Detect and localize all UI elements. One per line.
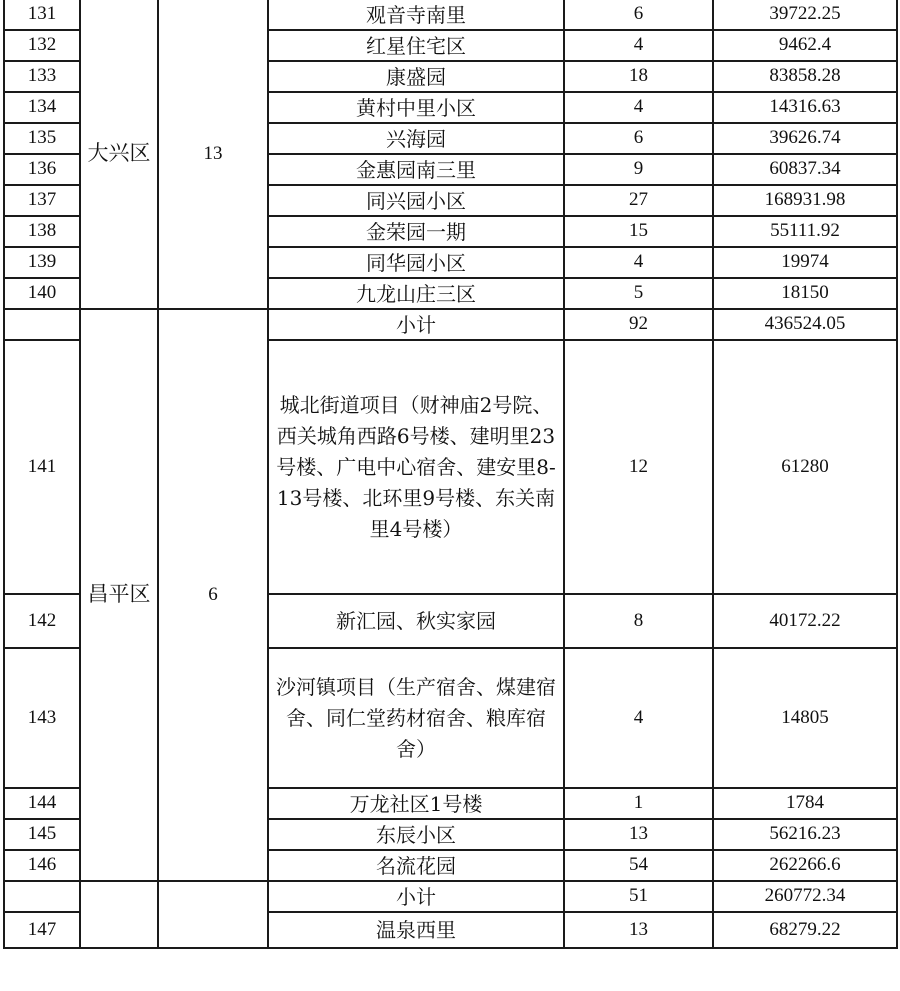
project-name: 新汇园、秋实家园 bbox=[268, 594, 564, 648]
subtotal-area: 260772.34 bbox=[713, 881, 897, 912]
row-index: 144 bbox=[4, 788, 80, 819]
row-index: 131 bbox=[4, 0, 80, 30]
row-index: 145 bbox=[4, 819, 80, 850]
floor-area: 9462.4 bbox=[713, 30, 897, 61]
row-index: 141 bbox=[4, 340, 80, 594]
building-count: 5 bbox=[564, 278, 713, 309]
floor-area: 83858.28 bbox=[713, 61, 897, 92]
project-name: 名流花园 bbox=[268, 850, 564, 881]
district-name-daxing: 大兴区 bbox=[80, 0, 158, 309]
building-count: 13 bbox=[564, 819, 713, 850]
floor-area: 55111.92 bbox=[713, 216, 897, 247]
project-name: 同兴园小区 bbox=[268, 185, 564, 216]
building-count: 1 bbox=[564, 788, 713, 819]
project-name: 红星住宅区 bbox=[268, 30, 564, 61]
floor-area: 14316.63 bbox=[713, 92, 897, 123]
floor-area: 1784 bbox=[713, 788, 897, 819]
row-index: 132 bbox=[4, 30, 80, 61]
building-count: 27 bbox=[564, 185, 713, 216]
row-index bbox=[4, 309, 80, 340]
building-count: 4 bbox=[564, 648, 713, 788]
building-count: 4 bbox=[564, 247, 713, 278]
project-name: 兴海园 bbox=[268, 123, 564, 154]
building-count: 15 bbox=[564, 216, 713, 247]
building-count: 4 bbox=[564, 92, 713, 123]
project-name: 同华园小区 bbox=[268, 247, 564, 278]
row-index: 139 bbox=[4, 247, 80, 278]
floor-area: 56216.23 bbox=[713, 819, 897, 850]
floor-area: 39626.74 bbox=[713, 123, 897, 154]
district-name-changping: 昌平区 bbox=[80, 309, 158, 881]
project-name: 沙河镇项目（生产宿舍、煤建宿舍、同仁堂药材宿舍、粮库宿舍） bbox=[268, 648, 564, 788]
building-count: 6 bbox=[564, 0, 713, 30]
floor-area: 262266.6 bbox=[713, 850, 897, 881]
project-name: 金荣园一期 bbox=[268, 216, 564, 247]
building-count: 13 bbox=[564, 912, 713, 948]
subtotal-label: 小计 bbox=[268, 309, 564, 340]
project-name: 城北街道项目（财神庙2号院、西关城角西路6号楼、建明里23号楼、广电中心宿舍、建安里8-13号楼、北环里9号楼、东关南里4号楼） bbox=[268, 340, 564, 594]
building-count: 4 bbox=[564, 30, 713, 61]
building-count: 6 bbox=[564, 123, 713, 154]
row-index: 136 bbox=[4, 154, 80, 185]
row-index bbox=[4, 881, 80, 912]
subtotal-count: 92 bbox=[564, 309, 713, 340]
row-index: 147 bbox=[4, 912, 80, 948]
project-name: 东辰小区 bbox=[268, 819, 564, 850]
row-index: 146 bbox=[4, 850, 80, 881]
row-index: 134 bbox=[4, 92, 80, 123]
floor-area: 68279.22 bbox=[713, 912, 897, 948]
row-index: 138 bbox=[4, 216, 80, 247]
row-index: 143 bbox=[4, 648, 80, 788]
district-project-count-changping: 6 bbox=[158, 309, 268, 881]
building-count: 9 bbox=[564, 154, 713, 185]
district-project-count-daxing: 13 bbox=[158, 0, 268, 309]
project-name: 温泉西里 bbox=[268, 912, 564, 948]
floor-area: 14805 bbox=[713, 648, 897, 788]
table-row bbox=[4, 0, 897, 30]
district-name-next bbox=[80, 881, 158, 948]
subtotal-row bbox=[4, 881, 897, 912]
project-name: 观音寺南里 bbox=[268, 0, 564, 30]
district-project-count-next bbox=[158, 881, 268, 948]
floor-area: 61280 bbox=[713, 340, 897, 594]
floor-area: 39722.25 bbox=[713, 0, 897, 30]
row-index: 140 bbox=[4, 278, 80, 309]
project-name: 九龙山庄三区 bbox=[268, 278, 564, 309]
subtotal-label: 小计 bbox=[268, 881, 564, 912]
building-count: 8 bbox=[564, 594, 713, 648]
row-index: 135 bbox=[4, 123, 80, 154]
building-count: 18 bbox=[564, 61, 713, 92]
project-name: 康盛园 bbox=[268, 61, 564, 92]
floor-area: 168931.98 bbox=[713, 185, 897, 216]
row-index: 133 bbox=[4, 61, 80, 92]
project-name: 黄村中里小区 bbox=[268, 92, 564, 123]
subtotal-count: 51 bbox=[564, 881, 713, 912]
building-count: 12 bbox=[564, 340, 713, 594]
subtotal-row bbox=[4, 309, 897, 340]
floor-area: 40172.22 bbox=[713, 594, 897, 648]
row-index: 137 bbox=[4, 185, 80, 216]
row-index: 142 bbox=[4, 594, 80, 648]
subtotal-area: 436524.05 bbox=[713, 309, 897, 340]
floor-area: 19974 bbox=[713, 247, 897, 278]
project-name: 金惠园南三里 bbox=[268, 154, 564, 185]
floor-area: 18150 bbox=[713, 278, 897, 309]
housing-project-table bbox=[3, 0, 898, 949]
project-name: 万龙社区1号楼 bbox=[268, 788, 564, 819]
building-count: 54 bbox=[564, 850, 713, 881]
floor-area: 60837.34 bbox=[713, 154, 897, 185]
